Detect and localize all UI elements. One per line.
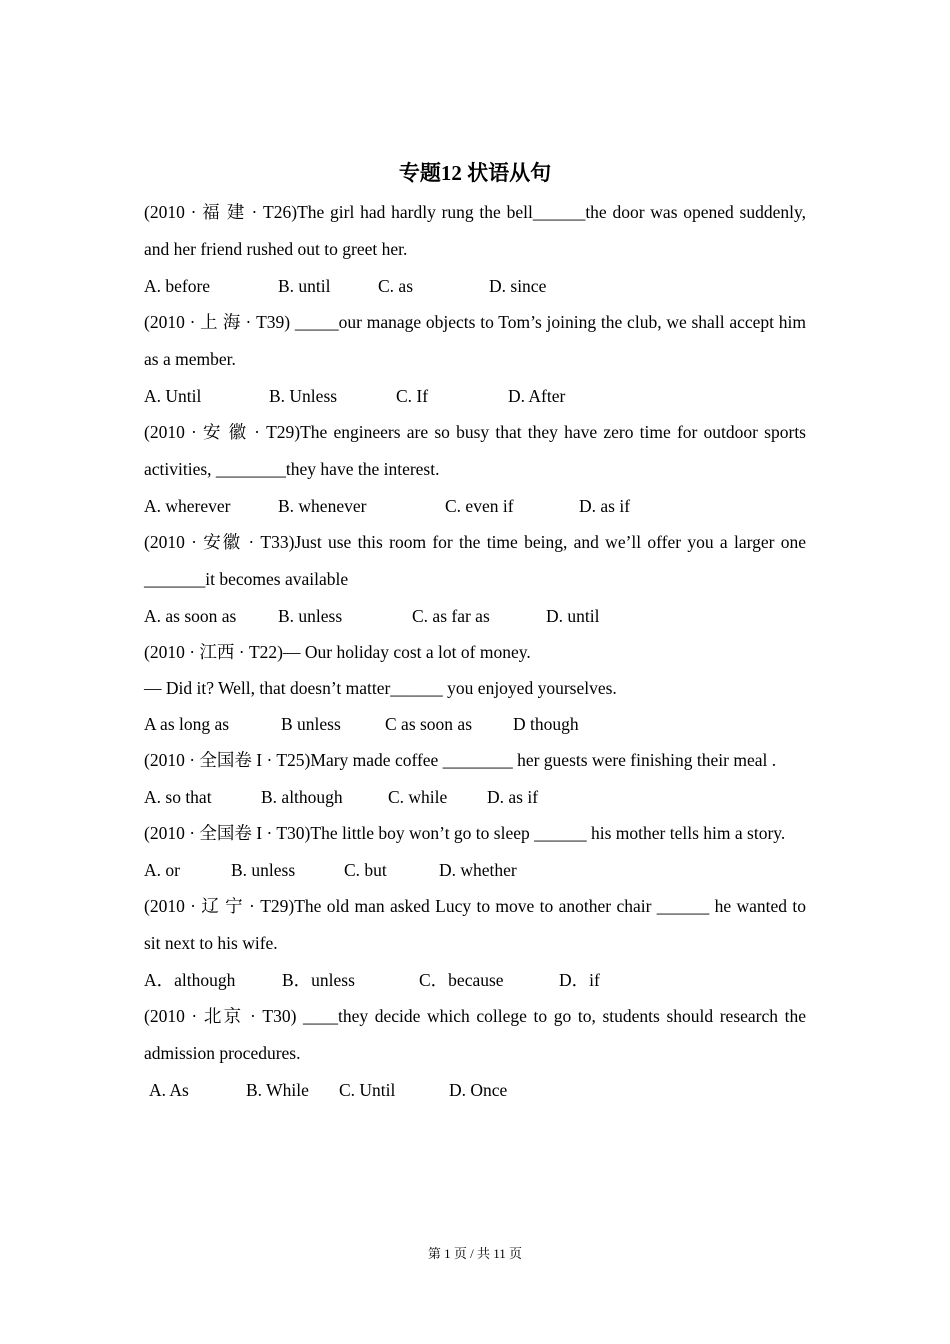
option-b: B. Unless xyxy=(269,386,338,406)
option-a: A. before xyxy=(144,276,211,296)
question-2 xyxy=(144,304,806,414)
option-a: A. As xyxy=(149,1080,189,1100)
option-a: A．although xyxy=(144,970,236,990)
option-b: B unless xyxy=(281,714,341,734)
option-d: D. as if xyxy=(487,787,539,807)
question-7 xyxy=(144,815,806,888)
page-footer: 第 1 页 / 共 11 页 xyxy=(427,1246,523,1261)
option-b: B. unless xyxy=(278,606,343,626)
question-6 xyxy=(144,742,806,815)
option-b: B. While xyxy=(246,1080,309,1100)
question-5 xyxy=(144,634,806,742)
question-stem: (2010 · 安 徽 · T29)The engineers are so busy that they have zero time for outdoor sports activities, ________they have the interest. xyxy=(144,422,806,479)
option-d: D. whether xyxy=(439,860,517,880)
option-row xyxy=(144,378,806,414)
option-c: C as soon as xyxy=(385,714,473,734)
option-row xyxy=(144,852,806,888)
option-row xyxy=(144,488,806,524)
question-9 xyxy=(144,998,806,1108)
question-stem: (2010 · 北京 · T30) ____they decide which college to go to, students should research the admission procedures. xyxy=(144,1006,806,1063)
page-title: 专题12 状语从句 xyxy=(398,161,552,185)
question-line: — Did it? Well, that doesn’t matter______ you enjoyed yourselves. xyxy=(144,678,617,698)
option-row xyxy=(144,706,806,742)
option-a: A as long as xyxy=(144,714,230,734)
option-d: D．if xyxy=(559,970,600,990)
option-b: B. unless xyxy=(231,860,296,880)
option-c: C．because xyxy=(419,970,504,990)
option-d: D. as if xyxy=(579,496,631,516)
question-stem: (2010 · 安徽 · T33)Just use this room for the time being, and we’ll offer you a larger one _______it becomes available xyxy=(144,532,806,589)
option-c: C. If xyxy=(396,386,429,406)
option-a: A. or xyxy=(144,860,180,880)
question-list xyxy=(144,194,806,1108)
option-row xyxy=(144,598,806,634)
option-b: B. although xyxy=(261,787,343,807)
option-c: C. while xyxy=(388,787,448,807)
option-row xyxy=(144,268,806,304)
question-stem: (2010 · 福 建 · T26)The girl had hardly rung the bell______the door was opened suddenly, and her friend rushed out to greet her. xyxy=(144,202,806,259)
option-row xyxy=(144,779,806,815)
option-b: B. whenever xyxy=(278,496,367,516)
option-d: D. After xyxy=(508,386,566,406)
option-d: D. since xyxy=(489,276,547,296)
question-1 xyxy=(144,194,806,304)
option-c: C. as far as xyxy=(412,606,490,626)
question-line: (2010 · 江西 · T22)— Our holiday cost a lot of money. xyxy=(144,642,531,662)
option-b: B. until xyxy=(278,276,331,296)
option-c: C. even if xyxy=(445,496,514,516)
question-stem: (2010 · 上 海 · T39) _____our manage objects to Tom’s joining the club, we shall accept him as a member. xyxy=(144,312,806,369)
option-d: D. until xyxy=(546,606,600,626)
question-8 xyxy=(144,888,806,998)
question-stem: (2010 · 全国卷 I · T25)Mary made coffee ________ her guests were finishing their meal . xyxy=(144,750,777,770)
option-a: A. wherever xyxy=(144,496,231,516)
option-d: D though xyxy=(513,714,579,734)
option-d: D. Once xyxy=(449,1080,508,1100)
option-row xyxy=(144,962,806,998)
question-4 xyxy=(144,524,806,634)
option-b: B．unless xyxy=(282,970,355,990)
option-a: A. as soon as xyxy=(144,606,237,626)
option-row xyxy=(144,1072,806,1108)
question-3 xyxy=(144,414,806,524)
option-c: C. but xyxy=(344,860,387,880)
question-stem: (2010 · 全国卷 I · T30)The little boy won’t go to sleep ______ his mother tells him a story. xyxy=(144,823,786,843)
option-a: A. so that xyxy=(144,787,212,807)
question-stem: (2010 · 辽 宁 · T29)The old man asked Lucy to move to another chair ______ he wanted to sit next to his wife. xyxy=(144,896,806,953)
option-c: C. Until xyxy=(339,1080,396,1100)
option-a: A. Until xyxy=(144,386,202,406)
option-c: C. as xyxy=(378,276,413,296)
